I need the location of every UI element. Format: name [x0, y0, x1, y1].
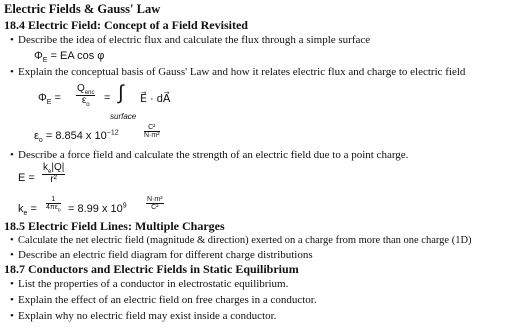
bullet-explain-gauss: • Explain the conceptual basis of Gauss' Law and how it relates electric flux and charge to electric field — [10, 66, 466, 78]
bullet-dot: • — [10, 294, 14, 306]
bullet-describe-force-field: • Describe a force field and calculate the strength of an electric field due to a point charge. — [10, 149, 409, 161]
equation-gauss-fraction: $Q_{enc}$ $\varepsilon_o$ — [77, 83, 95, 108]
bullet-describe-diagram: • Describe an electric field diagram for different charge distributions — [10, 249, 313, 261]
bullet-dot: • — [10, 66, 14, 78]
equation-gauss-lhs: $\Phi_E$ = — [38, 92, 61, 107]
equation-ke-value: = 8.99 x $10^9$ — [68, 202, 127, 215]
bullet-explain-no-field: • Explain why no electric field may exist inside a conductor. — [10, 310, 277, 322]
bullet-dot: • — [10, 34, 14, 46]
equation-flux-simple: $\Phi_E$ = EA cos φ — [34, 50, 105, 65]
equation-gauss-integrand: E⃗ · dA⃗ — [140, 93, 171, 105]
bullet-describe-flux: • Describe the idea of electric flux and calculate the flux through a simple surface — [10, 34, 371, 46]
bullet-dot: • — [10, 149, 14, 161]
integral-symbol: ∫ — [118, 82, 124, 104]
equation-epsilon-units: $\frac{\text{C²}}{\text{N·m²}}$ — [144, 124, 160, 140]
equation-ke-fraction: 1 $4\pi\varepsilon_o$ — [46, 196, 61, 214]
section-heading-18-5: 18.5 Electric Field Lines: Multiple Charges — [4, 219, 225, 233]
equation-gauss-surface-label: surface — [110, 112, 137, 121]
bullet-explain-effect: • Explain the effect of an electric field on free charges in a conductor. — [10, 294, 317, 306]
bullet-dot: • — [10, 310, 14, 322]
bullet-dot: • — [10, 235, 14, 246]
equation-epsilon-naught: $\varepsilon_o = 8.854$ x $10^{-12}$ — [34, 129, 119, 145]
section-heading-18-7: 18.7 Conductors and Electric Fields in Static Equilibrium — [4, 262, 299, 276]
bullet-calc-net-field: • Calculate the net electric field (magnitude & direction) exerted on a charge from more than one charge (1D) — [10, 235, 472, 246]
section-heading-18-4: 18.4 Electric Field: Concept of a Field Revisited — [4, 18, 248, 32]
bullet-dot: • — [10, 249, 14, 261]
document-title: Electric Fields & Gauss' Law — [4, 2, 161, 16]
equation-ke-lhs: $k_e$ = — [18, 203, 37, 218]
equation-gauss-equals: = — [104, 92, 111, 104]
equation-ke-units: $\frac{\text{N·m²}}{\text{C²}}$ — [147, 196, 163, 212]
bullet-list-properties: • List the properties of a conductor in electrostatic equilibrium. — [10, 278, 289, 290]
equation-field-lhs: E = — [18, 172, 35, 184]
bullet-dot: • — [10, 278, 14, 290]
equation-field-fraction: $\frac{k_e|Q|}{\text{r²}}$ — [43, 162, 65, 185]
